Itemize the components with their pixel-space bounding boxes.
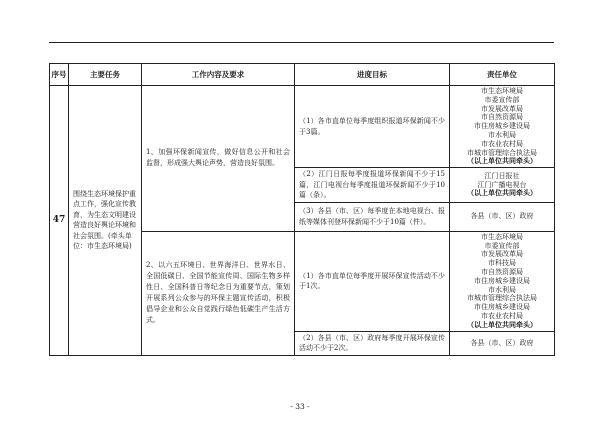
progress-target-1-2: （2）江门日报每季度报道环保新闻不少于15篇，江门电视台每季度报道环保新闻不少于10篇（条）。	[295, 168, 450, 203]
unit: 市城市管理综合执法局	[467, 294, 537, 303]
responsible-units-1-2	[450, 168, 555, 203]
responsible-units-2-2	[450, 331, 555, 355]
unit: 市住房城乡建设局	[474, 303, 530, 312]
header-content: 工作内容及要求	[142, 64, 295, 86]
work-content-2: 2、以六五环境日、世界海洋日、世界水日、全国低碳日、全国节能宣传周、国际生物多样性日、全国科普日等纪念日为重要节点，策划开展系列公众参与的环保主题宣传活动，积极倡导企业和公众自觉践行绿色低碳生产生活方式。	[142, 231, 295, 355]
main-task: 围绕生态环境保护重点工作，强化宣传教育，为生态文明建设营造良好舆论环境和社会氛围。(牵头单位：市生态环境局)	[69, 86, 142, 356]
table-header-row	[50, 64, 555, 86]
unit: 市发展改革局	[481, 104, 523, 113]
page-number: - 33 -	[290, 402, 310, 411]
unit: 江门广播电视台	[477, 180, 527, 189]
responsible-units-1-3	[450, 202, 555, 231]
unit: 市水利局	[488, 130, 516, 139]
row-number: 47	[50, 86, 69, 356]
unit: 市农业农村局	[481, 311, 523, 320]
unit: 市自然资源局	[481, 267, 523, 276]
header-task: 主要任务	[69, 64, 142, 86]
unit: 各县（市、区）政府	[470, 212, 534, 221]
responsible-units-2-1	[450, 231, 555, 331]
header-rule	[49, 42, 554, 43]
table-row	[50, 86, 555, 168]
task-table	[49, 63, 555, 356]
work-content-1: 1、加强环保新闻宣传，做好信息公开和社会监督，形成强大舆论声势，营造良好氛围。	[142, 86, 295, 232]
unit: 市委宣传部	[484, 95, 520, 104]
unit: 市农业农村局	[481, 139, 523, 148]
progress-target-2-1: （1）各市直单位每季度开展环保宣传活动不少于1次。	[295, 231, 450, 331]
unit: 市科技局	[488, 259, 516, 268]
progress-target-1-3: （3）各县（市、区）每季度在本地电视台、报纸等媒体刊登环保新闻不少于10篇（件）。	[295, 202, 450, 231]
progress-target-2-2: （2）各县（市、区）政府每季度开展环保宣传活动不少于2次。	[295, 331, 450, 355]
co-lead-note: （以上单位共同牵头）	[467, 319, 537, 329]
unit: 市住房城乡建设局	[474, 276, 530, 285]
unit: 市生态环境局	[481, 232, 523, 241]
unit: 市生态环境局	[481, 87, 523, 95]
responsible-units-1-1	[450, 86, 555, 168]
unit: 市城市管理综合执法局	[467, 148, 537, 157]
unit: 市委宣传部	[484, 241, 520, 250]
unit: 市自然资源局	[481, 113, 523, 122]
header-seq: 序号	[50, 64, 69, 86]
header-responsible: 责任单位	[450, 64, 555, 86]
unit: 市发展改革局	[481, 250, 523, 259]
unit: 市水利局	[488, 285, 516, 294]
header-target: 进度目标	[295, 64, 450, 86]
co-lead-note: （以上单位共同牵头）	[467, 156, 537, 166]
unit: 各县（市、区）政府	[470, 338, 534, 347]
progress-target-1-1: （1）各市直单位每季度组织报道环保新闻不少于3篇。	[295, 86, 450, 168]
unit: 市住房城乡建设局	[474, 122, 530, 131]
co-lead-note: （以上单位共同牵头）	[467, 188, 537, 198]
unit: 江门日报社	[484, 171, 520, 180]
